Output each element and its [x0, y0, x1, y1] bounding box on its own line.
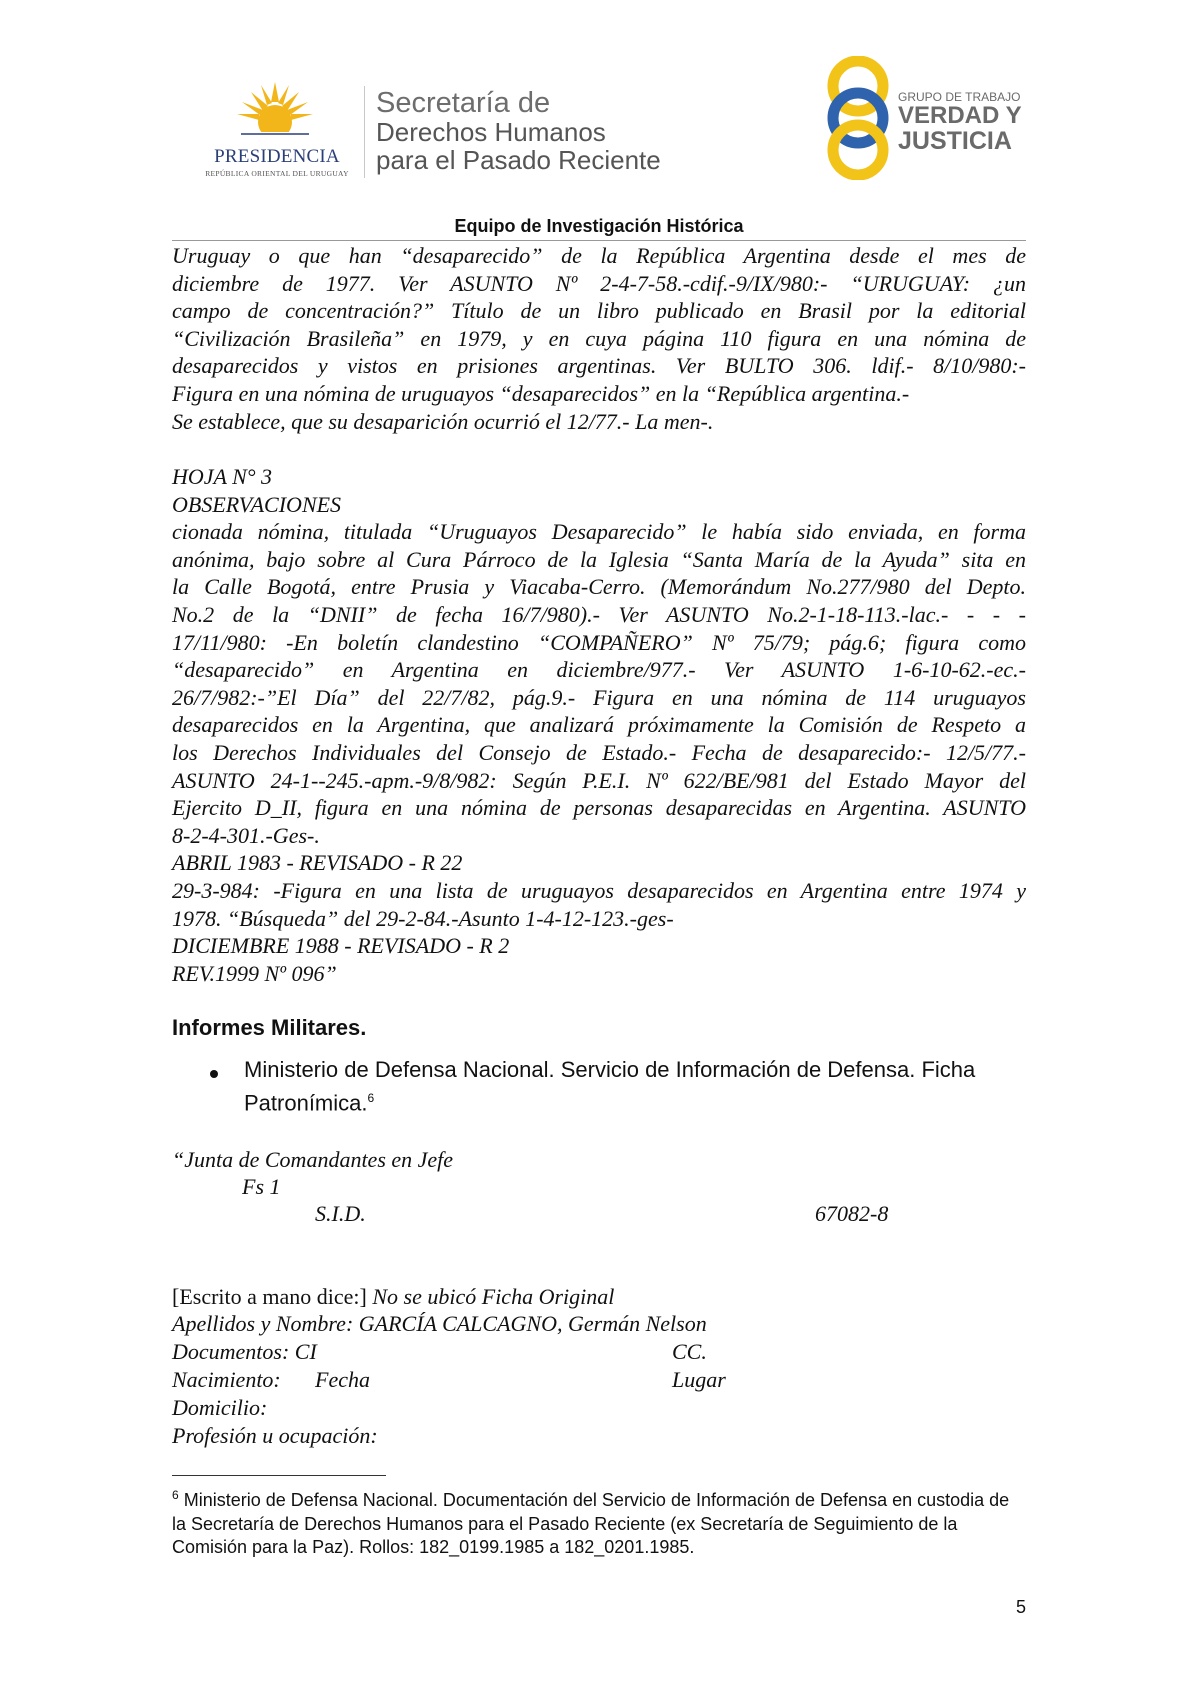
text-line: 17/11/980: -En boletín clandestino “COMPAÑERO” Nº 75/79; pág.6; figura como — [172, 629, 1026, 655]
text-line: No.2 de la “DNII” de fecha 16/7/980).- Ver ASUNTO No.2-1-18-113.-lac.- - - - — [172, 601, 1026, 627]
escrito-prefix: [Escrito a mano dice:] — [172, 1284, 367, 1309]
ficha-sid: S.I.D. — [315, 1201, 366, 1226]
grupo-line-2: VERDAD Y — [898, 102, 1022, 129]
text-line: “desaparecido” en Argentina en diciembre/977.- Ver ASUNTO 1-6-10-62.-ec.- — [172, 657, 1026, 683]
text-line: desaparecidos y vistos en prisiones argentinas. Ver BULTO 306. ldif.- 8/10/980:- — [172, 353, 1026, 379]
ficha-nacimiento: Nacimiento: — [172, 1367, 281, 1392]
text-line: ASUNTO 24-1--245.-apm.-9/8/982: Según P.E.I. Nº 622/BE/981 del Estado Mayor del — [172, 767, 1026, 793]
text-line: diciembre de 1977. Ver ASUNTO Nº 2-4-7-58.-cdif.-9/IX/980:- “URUGUAY: ¿un — [172, 270, 1026, 296]
text-line: campo de concentración?” Título de un libro publicado en Brasil por la editorial — [172, 298, 1026, 324]
grupo-line-3: JUSTICIA — [898, 127, 1012, 155]
presidencia-logo — [197, 80, 357, 176]
text-line: 29-3-984: -Figura en una lista de uruguayos desaparecidos en Argentina entre 1974 y — [172, 877, 1026, 903]
ficha-number: 67082-8 — [815, 1201, 889, 1226]
text-line: Ejercito D_II, figura en una nómina de personas desaparecidas en Argentina. ASUNTO — [172, 795, 1026, 821]
text-line: Figura en una nómina de uruguayos “desaparecidos” en la “República argentina.- — [172, 380, 910, 406]
team-header: Equipo de Investigación Histórica — [454, 216, 744, 236]
text-line: 26/7/982:-”El Día” del 22/7/82, pág.9.- Figura en una nómina de 114 uruguayos — [172, 684, 1026, 710]
sun-icon — [235, 80, 315, 150]
bullet-text: Ministerio de Defensa Nacional. Servicio de Información de Defensa. Ficha Patronímica. — [244, 1057, 976, 1116]
bullet-item — [244, 1055, 1026, 1117]
presidencia-subtitle: REPÚBLICA ORIENTAL DEL URUGUAY — [205, 169, 349, 178]
text-line: los Derechos Individuales del Consejo de Estado.- Fecha de desaparecido:- 12/5/77.- — [172, 739, 1026, 765]
text-line: desaparecidos en la Argentina, que analizará próximamente la Comisión de Respeto a — [172, 712, 1026, 738]
ficha-junta: “Junta de Comandantes en Jefe — [172, 1147, 454, 1172]
bullet-icon — [210, 1070, 218, 1078]
page-number: 5 — [1016, 1597, 1027, 1617]
presidencia-title: PRESIDENCIA — [214, 146, 340, 167]
footnote — [172, 1484, 1026, 1560]
section-heading: Informes Militares. — [172, 1015, 367, 1040]
ficha-profesion: Profesión u ocupación: — [172, 1423, 378, 1448]
secretaria-line-3: para el Pasado Reciente — [376, 145, 661, 175]
footnote-reference[interactable]: 6 — [367, 1091, 375, 1105]
text-line: Uruguay o que han “desaparecido” de la República Argentina desde el mes de — [172, 243, 1026, 268]
footnote-text: Ministerio de Defensa Nacional. Documentación del Servicio de Información de Defensa en custodia de la Secretaría de Derechos Humanos para el Pasado Reciente (ex Secretaría de Seguimiento de la Comisión para la Paz). Rollos: 182_0199.1985 a 182_0201.1985. — [172, 1490, 1010, 1558]
secretaria-line-1: Secretaría de — [376, 87, 551, 119]
text-line: anónima, bajo sobre al Cura Párroco de la Iglesia “Santa María de la Ayuda” sita en — [172, 546, 1026, 572]
text-line: 1978. “Búsqueda” del 29-2-84.-Asunto 1-4-12-123.-ges- — [172, 905, 674, 931]
verdad-justicia-logo — [822, 56, 1032, 180]
text-line: REV.1999 Nº 096” — [172, 960, 337, 986]
grupo-line-1: GRUPO DE TRABAJO — [898, 90, 1021, 104]
ficha-documentos: Documentos: CI — [172, 1339, 317, 1364]
ficha-fs: Fs 1 — [242, 1174, 281, 1199]
escrito-line — [172, 1284, 614, 1310]
paragraph-2 — [172, 463, 1026, 987]
escrito-text: No se ubicó Ficha Original — [372, 1284, 615, 1309]
paragraph-1 — [172, 242, 1026, 435]
text-line: cionada nómina, titulada “Uruguayos Desaparecido” le había sido enviada, en forma — [172, 519, 1026, 545]
text-line: DICIEMBRE 1988 - REVISADO - R 2 — [172, 933, 510, 959]
ficha-apellidos: Apellidos y Nombre: GARCÍA CALCAGNO, Germán Nelson — [172, 1311, 707, 1336]
ficha-fecha: Fecha — [315, 1367, 370, 1392]
text-line: “Civilización Brasileña” en 1979, y en cuya página 110 figura en una nómina de — [172, 325, 1026, 351]
text-line: HOJA N° 3 — [172, 464, 273, 489]
text-line: OBSERVACIONES — [172, 491, 342, 517]
text-line: la Calle Bogotá, entre Prusia y Viacaba-Cerro. (Memorándum No.277/980 del Depto. — [172, 574, 1026, 600]
ficha-cc: CC. — [672, 1339, 707, 1364]
ficha-domicilio: Domicilio: — [172, 1395, 268, 1420]
ficha-lugar: Lugar — [672, 1367, 726, 1392]
text-line: 8-2-4-301.-Ges-. — [172, 822, 320, 848]
secretaria-logo-text — [376, 88, 716, 174]
secretaria-line-2: Derechos Humanos — [376, 117, 606, 147]
rings-icon — [822, 56, 894, 180]
header-rule — [172, 240, 1026, 241]
footnote-number: 6 — [172, 1488, 179, 1502]
text-line: ABRIL 1983 - REVISADO - R 22 — [172, 850, 463, 876]
footnote-rule — [172, 1475, 386, 1476]
text-line: Se establece, que su desaparición ocurrió el 12/77.- La men-. — [172, 408, 714, 434]
logo-divider — [364, 86, 365, 178]
